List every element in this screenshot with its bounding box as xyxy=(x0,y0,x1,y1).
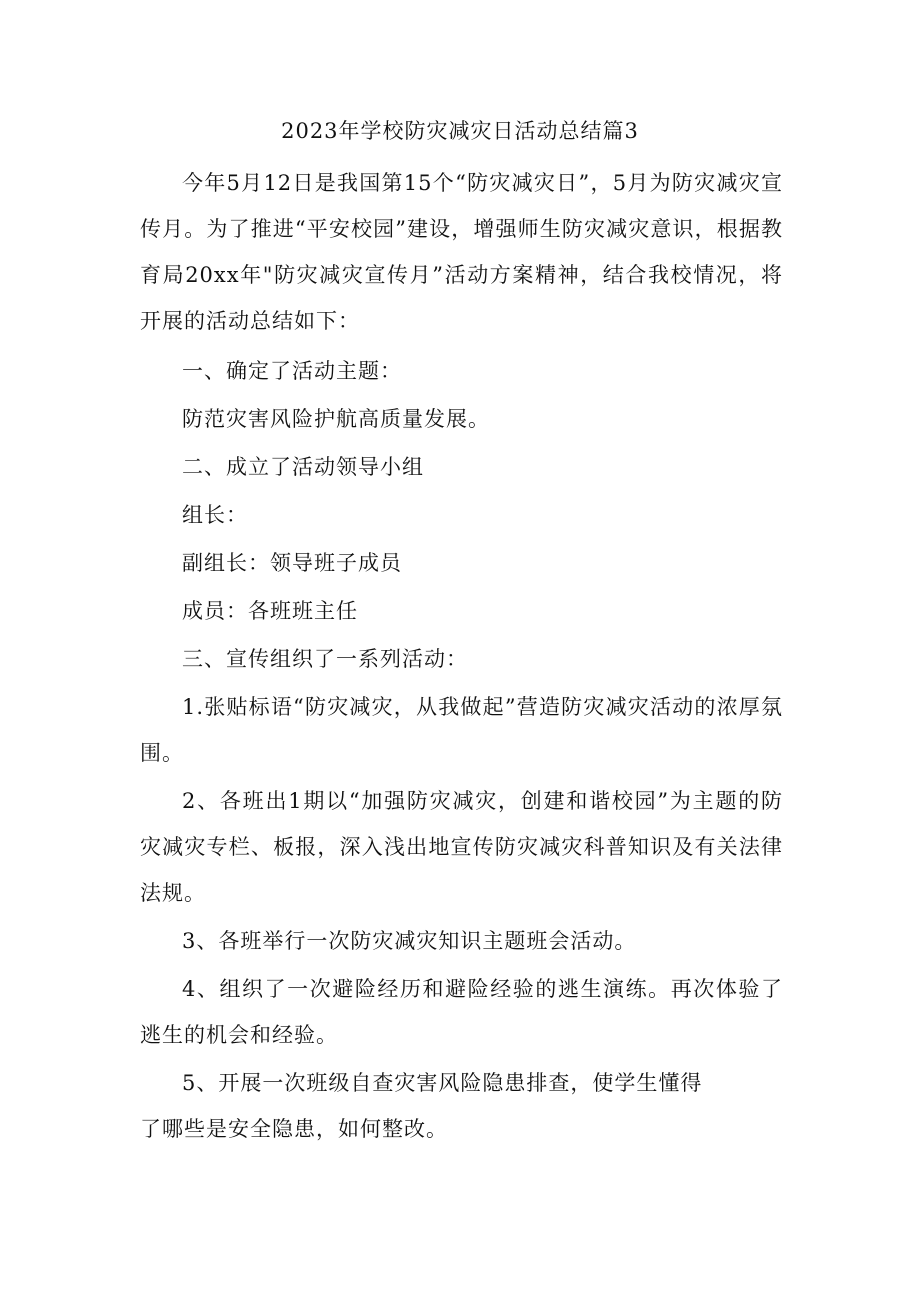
paragraph-item-2: 2、各班出1期以“加强防灾减灾，创建和谐校园”为主题的防灾减灾专栏、板报，深入浅出地宣传防灾减灾科普知识及有关法律法规。 xyxy=(140,789,783,905)
paragraph-theme: 防范灾害风险护航高质量发展。 xyxy=(182,407,490,431)
paragraph-item-4: 4、组织了一次避险经历和避险经验的逃生演练。再次体验了逃生的机会和经验。 xyxy=(140,977,783,1047)
paragraph-item-5: 5、开展一次班级自查灾害风险隐患排查，使学生懂得 xyxy=(182,1071,703,1095)
paragraph-intro: 今年5月12日是我国第15个“防灾减灾日”，5月为防灾减灾宣传月。为了推进“平安校园”建设，增强师生防灾减灾意识，根据教育局20xx年"防灾减灾宣传月”活动方案精神，结合我校情况，将开展的活动总结如下： xyxy=(140,171,783,333)
paragraph-heading-2: 二、成立了活动领导小组 xyxy=(182,455,424,479)
paragraph-heading-1: 一、确定了活动主题： xyxy=(182,359,402,383)
paragraph-members: 成员：各班班主任 xyxy=(182,599,358,623)
paragraph-item-5-continuation: 了哪些是安全隐患，如何整改。 xyxy=(140,1117,448,1141)
paragraph-deputy-leader: 副组长：领导班子成员 xyxy=(182,551,402,575)
paragraph-heading-3: 三、宣传组织了一系列活动： xyxy=(182,647,468,671)
paragraph-item-3: 3、各班举行一次防灾减灾知识主题班会活动。 xyxy=(182,929,637,953)
document-title: 2023年学校防灾减灾日活动总结篇3 xyxy=(281,119,639,143)
paragraph-item-1: 1.张贴标语“防灾减灾，从我做起”营造防灾减灾活动的浓厚氛围。 xyxy=(140,695,783,765)
paragraph-leader: 组长： xyxy=(182,503,248,527)
